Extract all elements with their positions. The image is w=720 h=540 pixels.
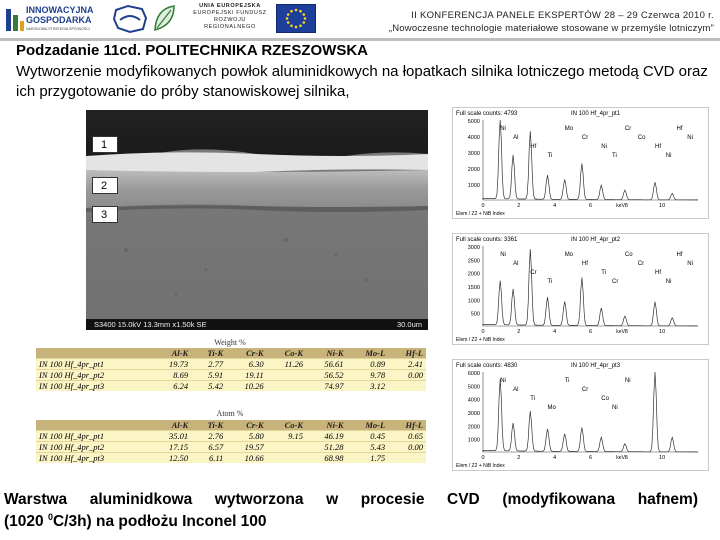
- table-row: [36, 381, 426, 392]
- peak-label: Ni: [601, 144, 607, 150]
- x-tick-label: 4: [553, 329, 557, 335]
- eds-spectrum-1: [452, 107, 709, 219]
- eds-footer: Elem / Z2 + NiB Index: [456, 463, 505, 469]
- x-tick-label: 0: [481, 203, 485, 209]
- table-cell: 5.42: [191, 381, 226, 392]
- peak-label: Ni: [665, 279, 672, 285]
- table-cell: 5.91: [191, 370, 226, 381]
- table-cell: 3.12: [347, 381, 389, 392]
- table-cell: 17.15: [151, 442, 191, 453]
- row-label: IN 100 Hf_4pr_pt3: [36, 453, 151, 464]
- footer-pre: (1020: [4, 513, 48, 531]
- table-cell: 19.73: [151, 359, 191, 370]
- peak-label: Mo: [564, 126, 574, 132]
- peak-label: Ni: [612, 405, 618, 411]
- column-header: Mo-L: [347, 420, 389, 431]
- peak-label: Hf: [530, 144, 537, 150]
- column-header: Ni-K: [306, 420, 346, 431]
- column-header: Co-K: [267, 420, 306, 431]
- table-cell: 10.26: [226, 381, 266, 392]
- peak-label: Ti: [601, 270, 607, 276]
- column-header: Al-K: [151, 348, 191, 359]
- peak-label: Ti: [564, 378, 570, 384]
- column-header: Co-K: [267, 348, 306, 359]
- weight-table-title: Weight %: [214, 338, 246, 347]
- table-cell: 12.50: [151, 453, 191, 464]
- table-cell: 46.19: [306, 431, 346, 442]
- table-cell: 74.97: [306, 381, 346, 392]
- peak-label: Al: [513, 135, 519, 141]
- table-cell: 6.24: [151, 381, 191, 392]
- table-cell: 0.00: [388, 370, 426, 381]
- y-tick-label: 1000: [467, 183, 480, 189]
- row-label: IN 100 Hf_4pr_pt2: [36, 442, 151, 453]
- table-row: [36, 442, 426, 453]
- x-unit-label: keV: [616, 455, 625, 461]
- table-header-row: [36, 348, 426, 359]
- peak-label: Ti: [547, 279, 553, 285]
- conference-subtitle: „Nowoczesne technologie materiałowe stosowane w przemyśle lotniczym”: [388, 23, 714, 34]
- column-header: Hf-L: [388, 348, 426, 359]
- x-tick-label: 6: [588, 329, 593, 335]
- sample-name: IN 100 Hf_4pr_pt3: [571, 363, 621, 369]
- eds-trace: [483, 372, 698, 452]
- y-tick-label: 2000: [467, 424, 480, 431]
- table-cell: 9.78: [347, 370, 389, 381]
- table-cell: 10.66: [226, 453, 266, 464]
- table-cell: [267, 453, 306, 464]
- header-divider: [0, 38, 720, 41]
- table-cell: [267, 381, 306, 392]
- column-header: Ti-K: [191, 348, 226, 359]
- table-cell: 0.45: [347, 431, 389, 442]
- x-tick-label: 10: [659, 455, 666, 461]
- peak-label: Hf: [676, 126, 683, 132]
- column-header: Ni-K: [306, 348, 346, 359]
- atom-table-title: Atom %: [216, 409, 244, 418]
- sem-image: [86, 110, 428, 330]
- footer-sup: 0: [47, 512, 53, 522]
- y-tick-label: 1000: [467, 437, 480, 444]
- y-tick-label: 3000: [467, 245, 480, 251]
- x-tick-label: 0: [481, 329, 485, 335]
- footer-caption-line2: [4, 512, 267, 531]
- x-unit-label: keV: [616, 329, 625, 335]
- x-unit-label: keV: [616, 203, 625, 209]
- full-scale-counts: Full scale counts: 4830: [456, 363, 518, 369]
- table-cell: 6.11: [191, 453, 226, 464]
- eds-spectrum-2: [452, 233, 709, 345]
- atom-table: [36, 420, 426, 463]
- eds-plot: [453, 108, 708, 218]
- full-scale-counts: Full scale counts: 4793: [456, 111, 518, 117]
- peak-label: Ti: [612, 153, 617, 159]
- table-cell: 68.98: [306, 453, 346, 464]
- y-tick-label: 4000: [467, 397, 480, 404]
- x-tick-label: 6: [588, 203, 593, 209]
- column-header: Cr-K: [226, 420, 266, 431]
- y-tick-label: 2500: [467, 258, 480, 265]
- table-header-row: [36, 420, 426, 431]
- table-cell: 5.80: [226, 431, 266, 442]
- sem-info: S3400 15.0kV 13.3mm x1.50k SE: [94, 320, 207, 329]
- table-row: [36, 431, 426, 442]
- peak-label: Hf: [676, 252, 683, 258]
- peak-label: Ti: [547, 153, 553, 159]
- x-tick-label: 4: [553, 203, 557, 209]
- conference-title: II KONFERENCJA PANELE EKSPERTÓW 28 – 29 Czerwca 2010 r.: [411, 10, 714, 21]
- x-tick-label: 10: [659, 329, 666, 335]
- weight-table: [36, 348, 426, 391]
- eu-line2: EUROPEJSKI FUNDUSZ: [193, 10, 267, 16]
- regional-logo: [152, 3, 178, 33]
- eds-plot: [453, 360, 708, 470]
- column-header: [36, 420, 151, 431]
- table-cell: 51.28: [306, 442, 346, 453]
- column-header: Cr-K: [226, 348, 266, 359]
- eu-line1: UNIA EUROPEJSKA: [199, 3, 261, 9]
- table-cell: 0.00: [388, 442, 426, 453]
- table-cell: [388, 453, 426, 464]
- ig-logo-mark: [4, 5, 24, 35]
- table-cell: 8.69: [151, 370, 191, 381]
- peak-label: Cr: [581, 135, 589, 141]
- peak-label: Ni: [624, 378, 631, 384]
- eu-line3: ROZWOJU REGIONALNEGO: [204, 17, 256, 30]
- peak-label: Cr: [637, 261, 645, 267]
- table-cell: [388, 381, 426, 392]
- table-cell: 11.26: [267, 359, 306, 370]
- column-header: Mo-L: [347, 348, 389, 359]
- y-tick-label: 3000: [467, 151, 480, 157]
- eds-footer: Elem / Z2 + NiB Index: [456, 337, 505, 343]
- ig-logo-line1: INNOWACYJNA: [26, 5, 94, 15]
- x-tick-label: 4: [553, 455, 557, 461]
- peak-label: Ni: [500, 126, 506, 132]
- table-cell: 19.57: [226, 442, 266, 453]
- sem-micrograph: [86, 110, 428, 330]
- eds-footer: Elem / Z2 + NiB Index: [456, 211, 505, 217]
- slide-description: Wytworzenie modyfikowanych powłok aluminidkowych na łopatkach silnika lotniczego metodą CVD oraz ich przygotowanie do próby stanowiskowej silnika,: [16, 63, 708, 100]
- peak-label: Ni: [687, 135, 693, 141]
- eds-trace: [483, 120, 698, 200]
- x-tick-label: 8: [624, 455, 628, 461]
- peak-label: Hf: [581, 261, 588, 267]
- row-label: IN 100 Hf_4pr_pt3: [36, 381, 151, 392]
- eds-spectrum-3: [452, 359, 709, 471]
- row-label: IN 100 Hf_4pr_pt1: [36, 431, 151, 442]
- peak-label: Cr: [624, 126, 632, 132]
- eu-flag-icon: [276, 4, 316, 33]
- peak-label: Ni: [687, 261, 693, 267]
- page-title: Podzadanie 11cd. POLITECHNIKA RZESZOWSKA: [16, 42, 368, 59]
- ig-logo-line2: GOSPODARKA: [26, 15, 92, 25]
- table-cell: 2.76: [191, 431, 226, 442]
- table-row: [36, 370, 426, 381]
- peak-label: Al: [513, 387, 519, 393]
- table-cell: 56.61: [306, 359, 346, 370]
- table-cell: [267, 442, 306, 453]
- table-cell: 5.43: [347, 442, 389, 453]
- y-tick-label: 1500: [467, 285, 480, 291]
- ig-logo-line3: NARODOWA STRATEGIA SPÓJNOŚCI: [26, 27, 90, 31]
- x-tick-label: 6: [588, 455, 593, 461]
- peak-label: Cr: [581, 387, 589, 393]
- y-tick-label: 5000: [467, 384, 480, 391]
- leaf-icon: [152, 3, 178, 33]
- full-scale-counts: Full scale counts: 3361: [456, 237, 518, 243]
- y-tick-label: 6000: [467, 371, 480, 377]
- column-header: [36, 348, 151, 359]
- peak-label: Cr: [530, 270, 537, 276]
- y-tick-label: 3000: [467, 411, 480, 417]
- table-cell: 19.11: [226, 370, 266, 381]
- column-header: Hf-L: [388, 420, 426, 431]
- table-row: [36, 453, 426, 464]
- column-header: Al-K: [151, 420, 191, 431]
- poland-map-icon: [110, 2, 150, 35]
- table-cell: 56.52: [306, 370, 346, 381]
- y-tick-label: 1000: [467, 298, 480, 305]
- peak-label: Co: [601, 396, 609, 402]
- table-cell: 1.75: [347, 453, 389, 464]
- footer-post: C/3h) na podłożu Inconel 100: [52, 513, 267, 531]
- peak-label: Ti: [530, 396, 536, 402]
- x-tick-label: 8: [624, 203, 628, 209]
- footer-caption-line1: Warstwa aluminidkowa wytworzona w procesie CVD (modyfikowana hafnem): [4, 491, 698, 508]
- peak-label: Mo: [564, 252, 574, 258]
- row-label: IN 100 Hf_4pr_pt2: [36, 370, 151, 381]
- peak-label: Cr: [612, 279, 619, 285]
- sem-point-3: 3: [92, 206, 118, 223]
- peak-label: Ni: [500, 378, 506, 384]
- table-cell: 6.30: [226, 359, 266, 370]
- sem-point-1: 1: [92, 136, 118, 153]
- peak-label: Co: [637, 135, 646, 141]
- peak-label: Al: [513, 261, 519, 267]
- x-tick-label: 2: [517, 203, 521, 209]
- nss-logo: [110, 2, 150, 35]
- peak-label: Hf: [655, 144, 661, 150]
- y-tick-label: 5000: [467, 119, 480, 125]
- y-tick-label: 2000: [467, 167, 480, 173]
- table-cell: 9.15: [267, 431, 306, 442]
- x-tick-label: 2: [517, 455, 521, 461]
- x-tick-label: 2: [517, 329, 521, 335]
- table-cell: 35.01: [151, 431, 191, 442]
- sem-info-bar: [86, 319, 428, 330]
- table-cell: [267, 370, 306, 381]
- table-cell: 0.89: [347, 359, 389, 370]
- column-header: Ti-K: [191, 420, 226, 431]
- x-tick-label: 10: [659, 203, 666, 209]
- table-row: [36, 359, 426, 370]
- table-cell: 6.57: [191, 442, 226, 453]
- sample-name: IN 100 Hf_4pr_pt1: [571, 111, 621, 117]
- eds-plot: [453, 234, 708, 344]
- sem-scale: 30.0um: [396, 320, 422, 329]
- x-tick-label: 0: [481, 455, 485, 461]
- y-tick-label: 4000: [467, 135, 480, 141]
- peak-label: Ni: [665, 153, 672, 159]
- peak-label: Hf: [655, 270, 661, 276]
- y-tick-label: 500: [470, 311, 480, 318]
- eu-text: [190, 3, 270, 31]
- table-cell: 2.41: [388, 359, 426, 370]
- peak-label: Co: [624, 252, 633, 258]
- sample-name: IN 100 Hf_4pr_pt2: [571, 237, 621, 243]
- table-cell: 0.65: [388, 431, 426, 442]
- row-label: IN 100 Hf_4pr_pt1: [36, 359, 151, 370]
- table-cell: 2.77: [191, 359, 226, 370]
- peak-label: Ni: [500, 252, 506, 258]
- y-tick-label: 2000: [467, 271, 480, 278]
- ig-logo: [4, 3, 94, 36]
- x-tick-label: 8: [624, 329, 628, 335]
- peak-label: Mo: [547, 405, 556, 411]
- sem-point-2: 2: [92, 177, 118, 194]
